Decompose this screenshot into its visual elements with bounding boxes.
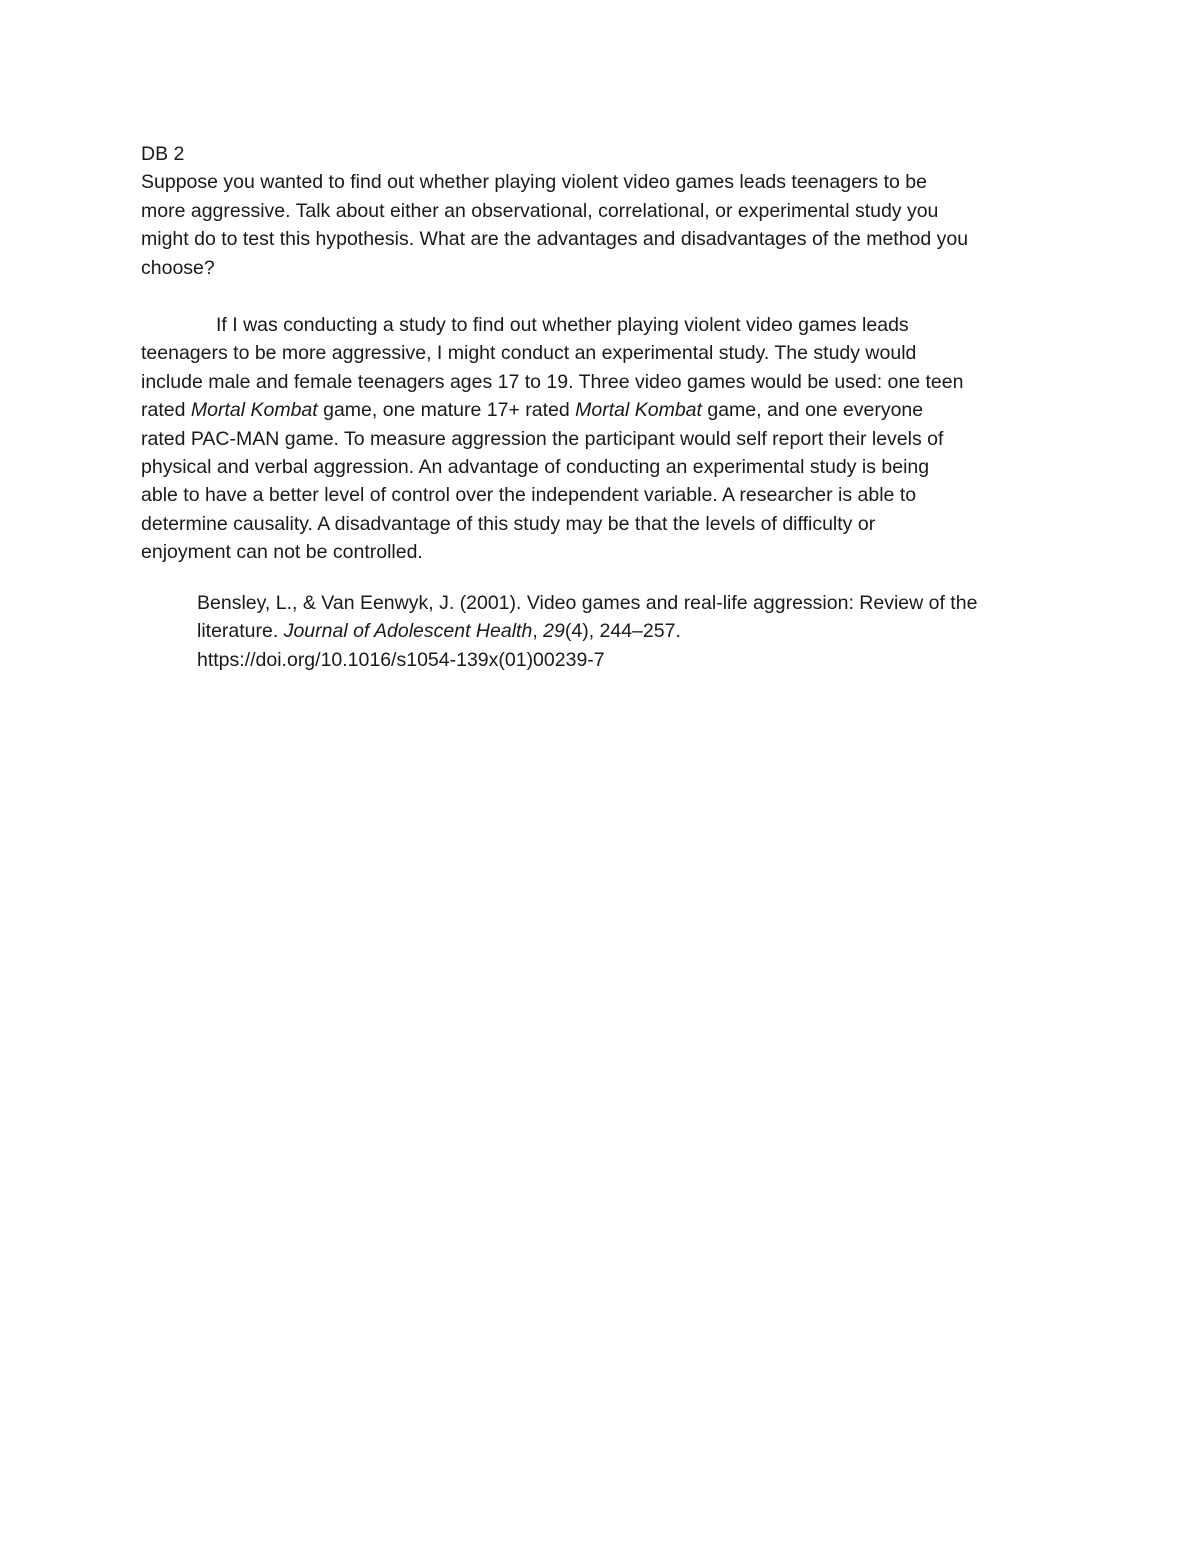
answer-line: If I was conducting a study to find out whether playing violent video games leads (216, 314, 909, 337)
answer-text: game, and one everyone (701, 399, 924, 422)
answer-line (141, 396, 1066, 424)
reference-line (197, 617, 1066, 645)
game-title-italic: Mortal Kombat (190, 399, 318, 422)
reference-line: Bensley, L., & Van Eenwyk, J. (2001). Video games and real-life aggression: Review of the (197, 591, 978, 614)
reference-text: , (532, 620, 544, 643)
document-body (141, 140, 1066, 674)
reference-text: (4), 244–257. (564, 620, 681, 643)
journal-title-italic: Journal of Adolescent Health (283, 620, 533, 643)
reference-doi: https://doi.org/10.1016/s1054-139x(01)00239-7 (197, 648, 605, 671)
prompt-line: more aggressive. Talk about either an observational, correlational, or experimental study you (141, 199, 939, 222)
answer-paragraph (141, 311, 1066, 567)
answer-line: physical and verbal aggression. An advantage of conducting an experimental study is being (141, 456, 930, 479)
document-title: DB 2 (141, 143, 185, 165)
journal-volume-italic: 29 (543, 620, 565, 643)
answer-text: rated (141, 399, 191, 422)
prompt-line: choose? (141, 256, 215, 279)
prompt-paragraph (141, 168, 1066, 282)
answer-line: include male and female teenagers ages 17 to 19. Three video games would be used: one teen (141, 370, 964, 393)
reference-entry (141, 589, 1066, 674)
reference-text: literature. (197, 620, 284, 643)
paragraph-spacer (141, 282, 1066, 311)
answer-line: rated PAC-MAN game. To measure aggression the participant would self report their levels of (141, 427, 944, 450)
game-title-italic: Mortal Kombat (575, 399, 702, 422)
answer-text: game, one mature 17+ rated (317, 399, 576, 422)
paragraph-spacer (141, 567, 1066, 589)
answer-line: enjoyment can not be controlled. (141, 541, 423, 564)
prompt-line: Suppose you wanted to find out whether playing violent video games leads teenagers to be (141, 171, 927, 194)
answer-line: teenagers to be more aggressive, I might conduct an experimental study. The study would (141, 342, 917, 365)
answer-line: determine causality. A disadvantage of this study may be that the levels of difficulty or (141, 512, 876, 535)
prompt-line: might do to test this hypothesis. What are the advantages and disadvantages of the method you (141, 228, 969, 251)
answer-line: able to have a better level of control over the independent variable. A researcher is able to (141, 484, 917, 507)
